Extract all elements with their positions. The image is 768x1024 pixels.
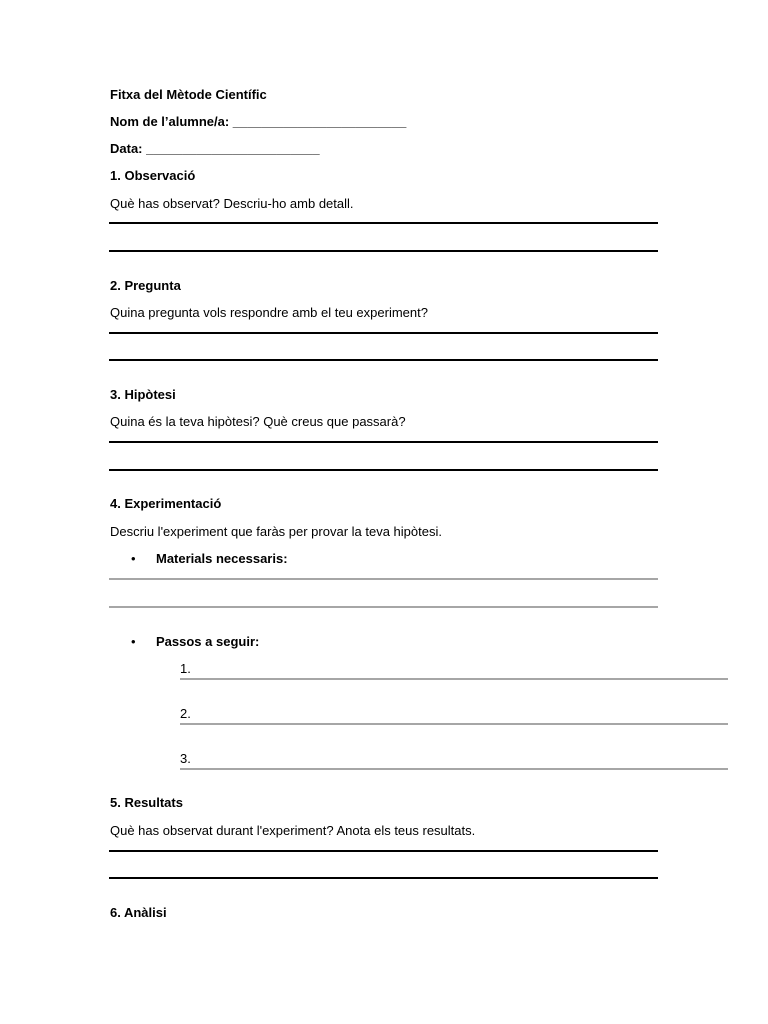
date-field[interactable]: Data: ________________________	[110, 141, 320, 156]
analysis-heading: 6. Anàlisi	[110, 905, 167, 920]
question-answer-line-1[interactable]	[109, 332, 658, 334]
question-prompt: Quina pregunta vols respondre amb el teu experiment?	[110, 305, 428, 320]
results-heading: 5. Resultats	[110, 795, 183, 810]
step-number-3: 3.	[180, 751, 191, 766]
experiment-heading: 4. Experimentació	[110, 496, 222, 511]
step-answer-line-3[interactable]	[180, 768, 728, 770]
bullet-icon: •	[131, 634, 136, 649]
observation-answer-line-1[interactable]	[109, 222, 658, 224]
question-heading: 2. Pregunta	[110, 278, 181, 293]
step-answer-line-2[interactable]	[180, 723, 728, 725]
results-answer-line-1[interactable]	[109, 850, 658, 852]
hypothesis-prompt: Quina és la teva hipòtesi? Què creus que passarà?	[110, 414, 406, 429]
observation-heading: 1. Observació	[110, 168, 196, 183]
observation-prompt: Què has observat? Descriu-ho amb detall.	[110, 196, 354, 211]
materials-answer-line-1[interactable]	[109, 578, 658, 580]
student-name-field[interactable]: Nom de l’alumne/a: ________________________	[110, 114, 407, 129]
hypothesis-answer-line-1[interactable]	[109, 441, 658, 443]
materials-answer-line-2[interactable]	[109, 606, 658, 608]
step-number-1: 1.	[180, 661, 191, 676]
step-number-2: 2.	[180, 706, 191, 721]
hypothesis-answer-line-2[interactable]	[109, 469, 658, 471]
observation-answer-line-2[interactable]	[109, 250, 658, 252]
results-prompt: Què has observat durant l'experiment? Anota els teus resultats.	[110, 823, 476, 838]
step-answer-line-1[interactable]	[180, 678, 728, 680]
materials-label: Materials necessaris:	[156, 551, 288, 566]
results-answer-line-2[interactable]	[109, 877, 658, 879]
bullet-icon: •	[131, 551, 136, 566]
steps-label: Passos a seguir:	[156, 634, 260, 649]
experiment-prompt: Descriu l'experiment que faràs per provar la teva hipòtesi.	[110, 524, 442, 539]
hypothesis-heading: 3. Hipòtesi	[110, 387, 176, 402]
question-answer-line-2[interactable]	[109, 359, 658, 361]
worksheet-title: Fitxa del Mètode Científic	[110, 87, 267, 102]
